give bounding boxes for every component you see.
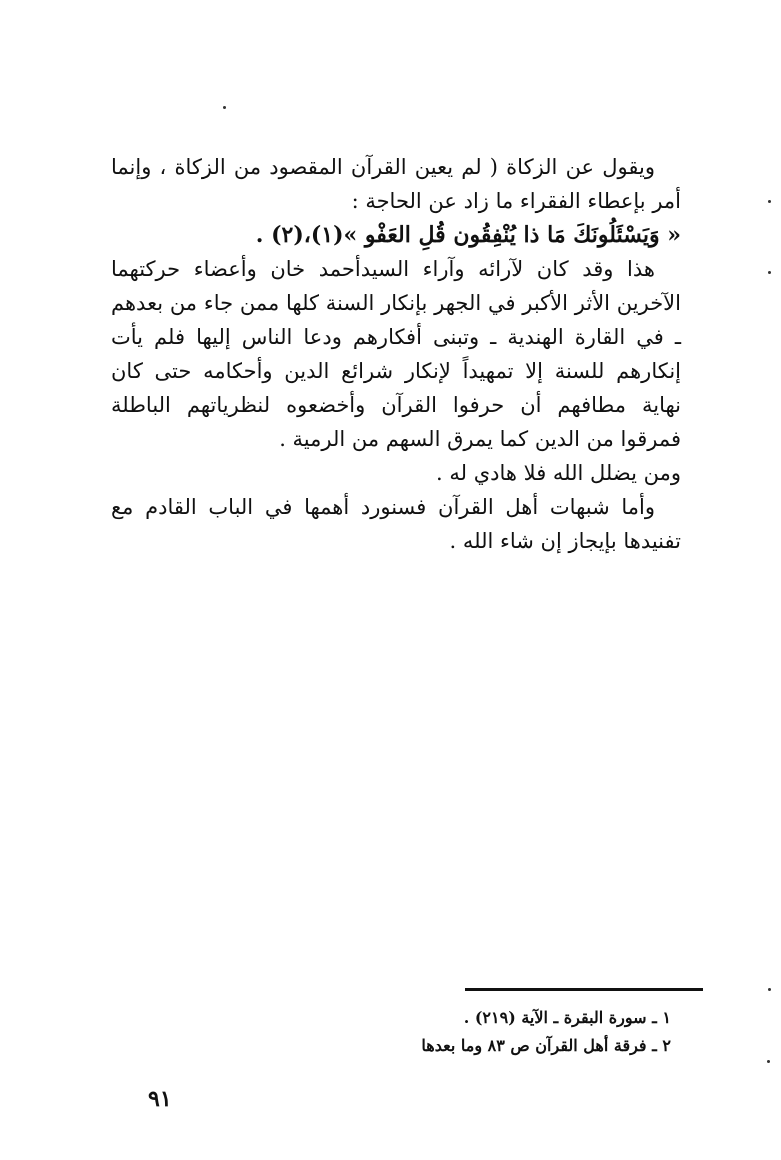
quran-verse: « وَيَسْئَلُونَكَ مَا ذا يُنْفِقُون قُلِ العَفْو »(١)،(٢) . xyxy=(255,222,681,248)
scan-speck xyxy=(767,1060,770,1063)
footnotes xyxy=(271,1004,671,1060)
page-number: ٩١ xyxy=(148,1086,172,1112)
paragraph-guidance: ومن يضلل الله فلا هادي له . xyxy=(436,461,681,485)
scan-speck xyxy=(768,988,771,991)
paragraph-influence: هذا وقد كان لآرائه وآراء السيدأحمد خان وأعضاء حركتهما الآخرين الأثر الأكبر في الجهر بإنكار السنة كلها ممن جاء من بعدهم ـ في القارة الهندية ـ وتبنى أفكارهم ودعا الناس إليها فلم يأت إنكارهم للسنة إلا تمهيداً لإنكار شرائع الدين وأحكامه حتى كان نهاية مطافهم أن حرفوا القرآن وأخضعوه لنظرياتهم الباطلة فمرقوا من الدين كما يمرق السهم من الرمية . xyxy=(111,257,681,451)
paragraph-next-chapter: وأما شبهات أهل القرآن فسنورد أهمها في الباب القادم مع تفنيدها بإيجاز إن شاء الله . xyxy=(111,495,681,553)
main-text-block xyxy=(111,150,681,558)
scan-speck xyxy=(768,271,771,274)
paragraph-zakat: ويقول عن الزكاة ( لم يعين القرآن المقصود من الزكاة ، وإنما أمر بإعطاء الفقراء ما زاد عن الحاجة : xyxy=(111,155,681,213)
footnote-divider xyxy=(465,988,703,991)
footnote-1: ١ ـ سورة البقرة ـ الآية (٢١٩) . xyxy=(463,1008,671,1027)
footnote-2: ٢ ـ فرقة أهل القرآن ص ٨٣ وما بعدها xyxy=(421,1036,671,1055)
scan-speck xyxy=(768,200,771,203)
scan-speck xyxy=(223,106,226,109)
